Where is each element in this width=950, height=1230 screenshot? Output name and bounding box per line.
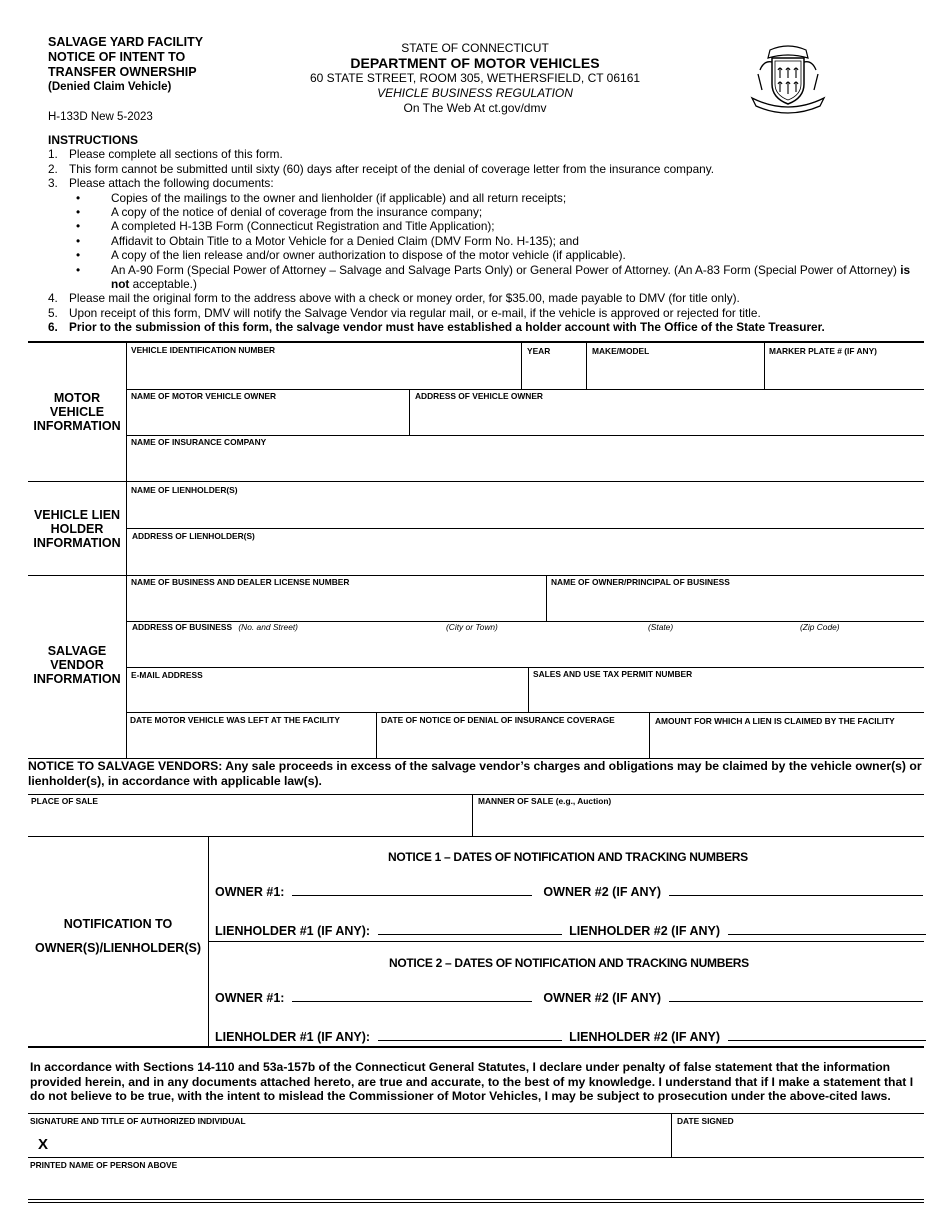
state-seal-icon bbox=[746, 40, 830, 114]
notice-2-owner-1-input[interactable] bbox=[292, 989, 532, 1002]
field-divider bbox=[126, 712, 924, 713]
division-name: VEHICLE BUSINESS REGULATION bbox=[377, 86, 573, 100]
field-divider bbox=[28, 794, 924, 795]
owner-principal-field[interactable]: NAME OF OWNER/PRINCIPAL OF BUSINESS bbox=[551, 577, 730, 587]
instruction-number: 1. bbox=[48, 147, 58, 162]
place-of-sale-field[interactable]: PLACE OF SALE bbox=[31, 796, 99, 806]
vin-field[interactable]: VEHICLE IDENTIFICATION NUMBER bbox=[131, 345, 276, 355]
signature-field[interactable]: SIGNATURE AND TITLE OF AUTHORIZED INDIVIDUAL bbox=[30, 1116, 246, 1126]
date-left-field[interactable]: DATE MOTOR VEHICLE WAS LEFT AT THE FACILITY bbox=[130, 715, 340, 725]
form-title bbox=[48, 35, 203, 95]
section-label-line: INFORMATION bbox=[33, 672, 121, 686]
notice-1-owner-2-input[interactable] bbox=[669, 883, 923, 896]
bullet-item bbox=[48, 248, 928, 262]
notice-1-lien-1-input[interactable] bbox=[378, 922, 562, 935]
section-label-lienholder bbox=[28, 508, 126, 550]
date-signed-field[interactable]: DATE SIGNED bbox=[677, 1116, 734, 1126]
field-divider bbox=[126, 435, 924, 436]
notice-2-lien-2-input[interactable] bbox=[728, 1028, 926, 1041]
business-address-label: ADDRESS OF BUSINESS bbox=[132, 622, 233, 632]
instruction-item bbox=[48, 176, 928, 190]
bullet-icon: • bbox=[76, 262, 81, 277]
title-line: TRANSFER OWNERSHIP bbox=[48, 65, 197, 79]
bullet-icon: • bbox=[76, 205, 81, 220]
field-divider bbox=[376, 712, 377, 758]
instruction-item bbox=[48, 291, 928, 305]
bullet-text: Copies of the mailings to the owner and lienholder (if applicable) and all return receipts; bbox=[111, 190, 567, 205]
department-name: DEPARTMENT OF MOTOR VEHICLES bbox=[350, 55, 600, 71]
field-divider bbox=[208, 941, 924, 942]
lienholder-address-field[interactable]: ADDRESS OF LIENHOLDER(S) bbox=[132, 531, 255, 541]
section-divider bbox=[28, 481, 924, 482]
insurance-company-field[interactable]: NAME OF INSURANCE COMPANY bbox=[131, 437, 267, 447]
instruction-item bbox=[48, 320, 928, 334]
field-divider bbox=[126, 528, 924, 529]
year-field[interactable]: YEAR bbox=[527, 346, 551, 356]
notice-1-lien-row bbox=[215, 922, 926, 938]
instruction-text: Prior to the submission of this form, the salvage vendor must have established a holder account with The Office of the State Treasurer. bbox=[69, 320, 825, 335]
lien-2-label: LIENHOLDER #2 (IF ANY) bbox=[569, 1030, 721, 1044]
field-divider bbox=[586, 342, 587, 389]
bullet-text-emphasis: is not bbox=[111, 262, 911, 292]
section-divider bbox=[28, 836, 924, 837]
instructions bbox=[48, 133, 928, 335]
section-label-line: INFORMATION bbox=[33, 419, 121, 433]
bullet-text-part: An A-90 Form (Special Power of Attorney – Salvage and Salvage Parts Only) or General Power of Attorney. (An A-83 Form (Special Power of Attorney) bbox=[111, 262, 901, 277]
field-divider bbox=[28, 1113, 924, 1114]
instruction-item bbox=[48, 306, 928, 320]
field-divider bbox=[546, 575, 547, 621]
owner-2-label: OWNER #2 (IF ANY) bbox=[543, 991, 662, 1005]
notice-2-lien-row bbox=[215, 1028, 926, 1044]
printed-name-field[interactable]: PRINTED NAME OF PERSON ABOVE bbox=[30, 1160, 178, 1170]
section-label-line: HOLDER bbox=[50, 522, 104, 536]
signature-x-mark: X bbox=[38, 1136, 49, 1153]
address-zip-text: (Zip Code) bbox=[800, 622, 840, 632]
title-subtitle: (Denied Claim Vehicle) bbox=[48, 81, 172, 93]
bullet-text: A copy of the lien release and/or owner authorization to dispose of the motor vehicle (if applicable). bbox=[111, 248, 626, 263]
section-label-line: OWNER(S)/LIENHOLDER(S) bbox=[35, 941, 201, 955]
bullet-item bbox=[48, 234, 928, 248]
bullet-item bbox=[48, 191, 928, 205]
lien-2-label: LIENHOLDER #2 (IF ANY) bbox=[569, 924, 721, 938]
notice-2-title: NOTICE 2 – DATES OF NOTIFICATION AND TRACKING NUMBERS bbox=[389, 956, 749, 970]
owner-1-label: OWNER #1: bbox=[215, 991, 285, 1005]
owner-1-label: OWNER #1: bbox=[215, 885, 285, 899]
field-divider bbox=[472, 794, 473, 836]
declaration-statement: In accordance with Sections 14-110 and 53a-157b of the Connecticut General Statutes, I declare under penalty of false statement that the information provided herein, and in any documents attached hereto, are true and accurate, to the best of my knowledge. I understand that if I make a statement that I do not believe to be true, with the intent to mislead the Commissioner of Motor Vehicles, I may be subject to prosecution under the above-cited laws. bbox=[30, 1060, 914, 1103]
section-label-line: NOTIFICATION TO bbox=[63, 917, 173, 931]
marker-plate-field[interactable]: MARKER PLATE # (IF ANY) bbox=[769, 346, 877, 356]
instruction-text: Please attach the following documents: bbox=[69, 176, 274, 191]
bullet-item bbox=[48, 263, 928, 292]
notice-2-owner-2-input[interactable] bbox=[669, 989, 923, 1002]
instruction-number: 5. bbox=[48, 305, 58, 320]
bullet-icon: • bbox=[76, 248, 81, 263]
field-divider bbox=[649, 712, 650, 758]
field-divider bbox=[671, 1113, 672, 1157]
bullet-text-part: acceptable.) bbox=[129, 277, 197, 292]
notice-1-title: NOTICE 1 – DATES OF NOTIFICATION AND TRACKING NUMBERS bbox=[388, 850, 748, 864]
tax-permit-field[interactable]: SALES AND USE TAX PERMIT NUMBER bbox=[533, 669, 693, 679]
agency-address: 60 STATE STREET, ROOM 305, WETHERSFIELD, CT 06161 bbox=[309, 71, 641, 85]
owner-address-field[interactable]: ADDRESS OF VEHICLE OWNER bbox=[415, 391, 543, 401]
notice-to-vendors: NOTICE TO SALVAGE VENDORS: Any sale proceeds in excess of the salvage vendor’s charges and obligations may be claimed by the vehicle owner(s) or lienholder(s), in accordance with applicable law(s). bbox=[28, 759, 922, 788]
address-street-hint: (No. and Street) bbox=[238, 622, 298, 632]
bullet-text: A copy of the notice of denial of coverage from the insurance company; bbox=[111, 205, 483, 220]
section-label-line: INFORMATION bbox=[33, 536, 121, 550]
instruction-text: Please complete all sections of this form. bbox=[69, 147, 283, 162]
address-city-text: (City or Town) bbox=[446, 622, 498, 632]
address-city-hint bbox=[446, 622, 498, 632]
instruction-number: 4. bbox=[48, 291, 58, 306]
section-divider bbox=[126, 342, 127, 758]
form-number: H-133D New 5-2023 bbox=[48, 111, 153, 123]
field-divider bbox=[126, 667, 924, 668]
instructions-heading: INSTRUCTIONS bbox=[48, 133, 138, 147]
instruction-text: Upon receipt of this form, DMV will notify the Salvage Vendor via regular mail, or e-mail, if the vehicle is approved or rejected for title. bbox=[69, 305, 761, 320]
section-label-motor-vehicle bbox=[28, 391, 126, 433]
section-label-line: VENDOR bbox=[50, 658, 104, 672]
notice-1-owner-row bbox=[215, 883, 923, 899]
address-state-text: (State) bbox=[648, 622, 674, 632]
field-divider bbox=[521, 342, 522, 389]
lien-1-label: LIENHOLDER #1 (IF ANY): bbox=[215, 1030, 371, 1044]
title-line: NOTICE OF INTENT TO bbox=[48, 50, 186, 64]
instruction-item bbox=[48, 162, 928, 176]
email-field[interactable]: E-MAIL ADDRESS bbox=[131, 670, 203, 680]
field-divider bbox=[764, 342, 765, 389]
section-divider bbox=[28, 575, 924, 576]
section-label-line: MOTOR bbox=[53, 391, 101, 405]
bullet-text: A completed H-13B Form (Connecticut Registration and Title Application); bbox=[111, 219, 495, 234]
section-label-line: VEHICLE bbox=[49, 405, 105, 419]
bullet-item bbox=[48, 219, 928, 233]
bullet-text bbox=[111, 263, 928, 292]
notice-1-owner-1-input[interactable] bbox=[292, 883, 532, 896]
business-name-field[interactable]: NAME OF BUSINESS AND DEALER LICENSE NUMBER bbox=[131, 577, 350, 587]
field-divider bbox=[409, 389, 410, 435]
notice-1-lien-2-input[interactable] bbox=[728, 922, 926, 935]
section-label-line: VEHICLE LIEN bbox=[33, 508, 121, 522]
lien-1-label: LIENHOLDER #1 (IF ANY): bbox=[215, 924, 371, 938]
owner-2-label: OWNER #2 (IF ANY) bbox=[543, 885, 662, 899]
bullet-icon: • bbox=[76, 219, 81, 234]
instruction-number: 3. bbox=[48, 176, 58, 191]
address-state-hint bbox=[648, 622, 673, 632]
bullet-item bbox=[48, 205, 928, 219]
bullet-icon: • bbox=[76, 190, 81, 205]
address-zip-hint bbox=[800, 622, 840, 632]
instruction-number: 6. bbox=[48, 320, 58, 335]
lienholder-name-field[interactable]: NAME OF LIENHOLDER(S) bbox=[131, 485, 238, 495]
business-address-field[interactable] bbox=[132, 622, 298, 632]
notice-2-owner-row bbox=[215, 989, 923, 1005]
title-line: SALVAGE YARD FACILITY bbox=[48, 35, 204, 49]
owner-name-field[interactable]: NAME OF MOTOR VEHICLE OWNER bbox=[131, 391, 277, 401]
agency-web: On The Web At ct.gov/dmv bbox=[403, 101, 547, 115]
state-name: STATE OF CONNECTICUT bbox=[401, 41, 549, 55]
instruction-text: This form cannot be submitted until sixty (60) days after receipt of the denial of coverage letter from the insurance company. bbox=[69, 161, 714, 176]
section-label-notification bbox=[28, 912, 208, 960]
section-divider bbox=[28, 341, 924, 343]
field-divider bbox=[126, 389, 924, 390]
manner-of-sale-field[interactable]: MANNER OF SALE (e.g., Auction) bbox=[478, 796, 612, 806]
instruction-item bbox=[48, 147, 928, 161]
section-divider bbox=[28, 1046, 924, 1048]
bullet-text: Affidavit to Obtain Title to a Motor Vehicle for a Denied Claim (DMV Form No. H-135); and bbox=[111, 233, 579, 248]
instruction-number: 2. bbox=[48, 161, 58, 176]
field-divider bbox=[28, 1157, 924, 1158]
instruction-text: Please mail the original form to the address above with a check or money order, for $35.00, made payable to DMV (for title only). bbox=[69, 291, 740, 306]
bullet-icon: • bbox=[76, 233, 81, 248]
notice-2-lien-1-input[interactable] bbox=[378, 1028, 562, 1041]
section-label-line: SALVAGE bbox=[47, 644, 107, 658]
make-model-field[interactable]: MAKE/MODEL bbox=[592, 346, 650, 356]
field-divider bbox=[528, 667, 529, 712]
date-denial-field[interactable]: DATE OF NOTICE OF DENIAL OF INSURANCE COVERAGE bbox=[381, 715, 615, 725]
agency-header bbox=[280, 41, 670, 116]
section-divider bbox=[28, 1199, 924, 1200]
section-label-salvage-vendor bbox=[28, 644, 126, 686]
section-divider bbox=[28, 1202, 924, 1203]
lien-amount-field[interactable]: AMOUNT FOR WHICH A LIEN IS CLAIMED BY THE FACILITY bbox=[655, 716, 895, 726]
